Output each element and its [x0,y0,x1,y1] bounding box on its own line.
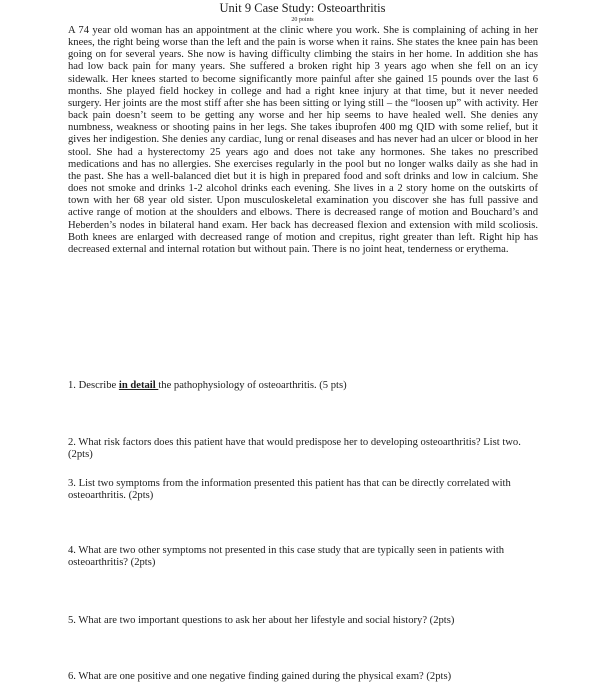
question-1-prefix: 1. Describe [68,380,119,391]
case-study-paragraph: A 74 year old woman has an appointment at the clinic where you work. She is complaining of aching in her knees, the right being worse than the left and the pain is worse when it rains. She states the knee pain has been going on for several years. She now is having difficulty climbing the stairs in her home. In addition she has had low back pain for many years. She suffered a broken right hip 3 years ago when she fell on an icy sidewalk. Her knees started to become significantly more painful after she gained 15 pounds over the last 6 months. She played field hockey in college and had a right knee injury at that time, but it never needed surgery. Her joints are the most stiff after she has been sitting or lying still – the “loosen up” with activity. Her back pain doesn’t seem to be getting any worse and her hip seems to have healed well. She denies any numbness, weakness or shooting pains in her legs. She takes ibuprofen 400 mg QID with some relief, but it gives her indigestion. She denies any cardiac, lung or renal diseases and has never had an ulcer or blood in her stool. She had a hysterectomy 25 years ago and does not take any hormones. She takes no prescribed medications and has no allergies. She exercises regularly in the pool but no longer walks daily as she had in the past. She has a well-balanced diet but it is high in prepared food and soft drinks and low in calcium. She does not smoke and drinks 1-2 alcohol drinks each evening. She lives in a 2 story home on the outskirts of town with her 68 year old sister. Upon musculoskeletal examination you discover she has full passive and active range of motion at the shoulders and elbows. There is decreased range of motion and Bouchard’s and Heberden’s nodes in bilateral hand exam. Her back has decreased flexion and extension with mild scoliosis. Both knees are enlarged with decreased range of motion and crepitus, right greater than left. Right hip has decreased external and internal rotation but without pain. There is no joint heat, tenderness or erythema. [68,25,538,255]
question-5: 5. What are two important questions to ask her about her lifestyle and social history? (2pts) [68,615,455,626]
question-1 [68,380,538,392]
question-2: 2. What risk factors does this patient have that would predispose her to developing osteoarthritis? List two. (2pts) [68,437,521,461]
points-label: 20 points [291,17,314,23]
question-1-emphasis: in detail [118,380,159,391]
question-3: 3. List two symptoms from the information presented this patient has that can be directly correlated with osteoarthritis. (2pts) [68,478,511,502]
question-1-text: the pathophysiology of osteoarthritis. (5 pts) [158,380,347,391]
document-title: Unit 9 Case Study: Osteoarthritis [219,1,386,15]
question-4: 4. What are two other symptoms not presented in this case study that are typically seen in patients with osteoarthritis? (2pts) [68,545,505,569]
question-6: 6. What are one positive and one negative finding gained during the physical exam? (2pts) [68,671,452,682]
